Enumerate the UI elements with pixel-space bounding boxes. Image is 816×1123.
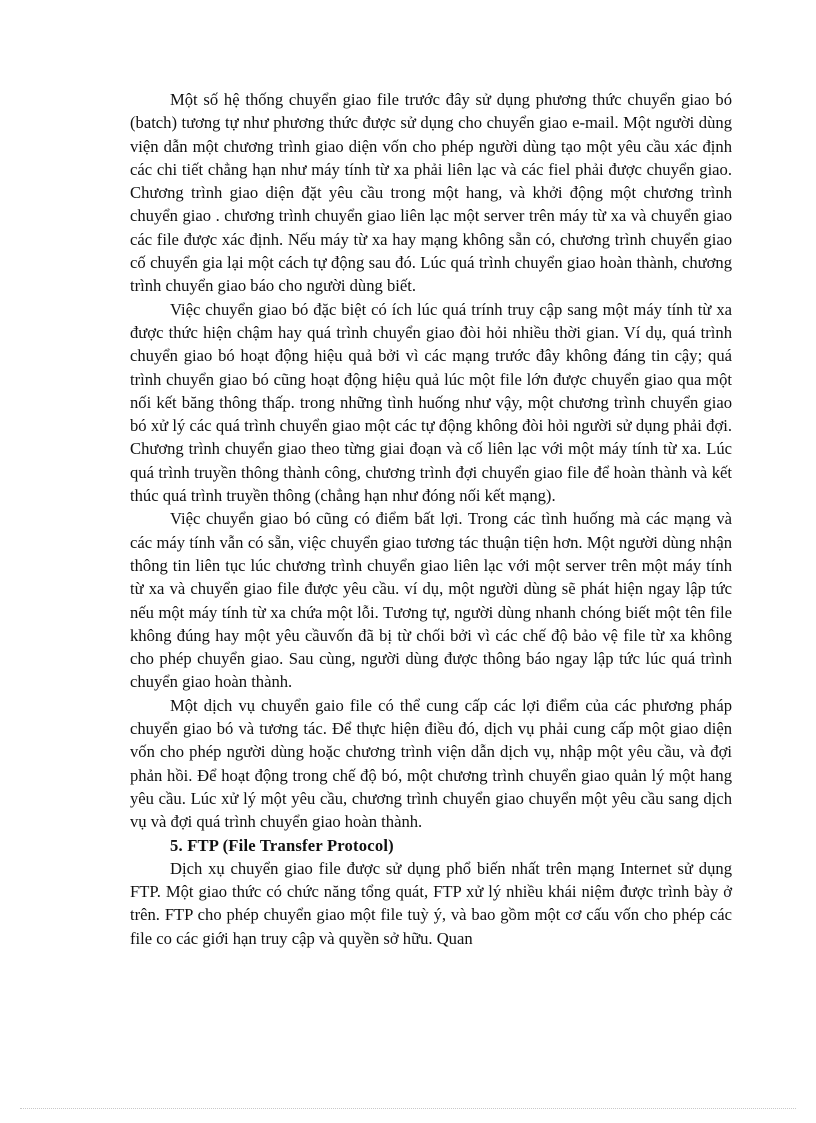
paragraph-batch-transfer-drawbacks: Việc chuyển giao bó cũng có điểm bất lợi. Trong các tình huống mà các mạng và các máy tính vẫn có sẵn, việc chuyển giao tương tác thuận tiện hơn. Một người dùng nhận thông tin liên tục lúc chương trình chuyển giao liên lạc với một server trên một máy tính từ xa và chuyển giao file được yêu cầu. ví dụ, một người dùng sẽ phát hiện ngay lập tức nếu một máy tính từ xa chứa một lỗi. Tương tự, người dùng nhanh chóng biết một tên file không đúng hay một yêu cầuvốn đã bị từ chối bởi vì các chế độ bảo vệ file từ xa không cho phép chuyển giao. Sau cùng, người dùng được thông báo ngay lập tức lúc quá trình chuyển giao hoàn thành. [130,509,732,692]
paragraph-combined-service: Một dịch vụ chuyển gaio file có thể cung cấp các lợi điểm của các phương pháp chuyển giao bó và tương tác. Để thực hiện điều đó, dịch vụ phải cung cấp một giao diện vốn cho phép người dùng hoặc chương trình viện dẫn dịch vụ, nhập một yêu cầu, và đợi phản hồi. Để hoạt động trong chế độ bó, một chương trình chuyển giao quản lý một hang yêu cầu. Lúc xử lý một yêu cầu, chương trình chuyển giao chuyển một yêu cầu sang dịch vụ và đợi quá trình chuyển giao hoàn thành. [130,695,732,832]
document-page [130,88,732,950]
paragraph-ftp-intro: Dịch xụ chuyển giao file được sử dụng phổ biến nhất trên mạng Internet sử dụng FTP. Một giao thức có chức năng tổng quát, FTP xử lý nhiều khái niệm được trình bày ở trên. FTP cho phép chuyển giao một file tuỳ ý, và bao gồm một cơ cấu vốn cho phép các file co các giới hạn truy cập và quyền sở hữu. Quan [130,858,732,948]
section-heading-ftp: 5. FTP (File Transfer Protocol) [170,835,394,855]
page-bottom-divider [20,1108,796,1109]
paragraph-batch-transfer-benefits: Việc chuyển giao bó đặc biệt có ích lúc quá trính truy cập sang một máy tính từ xa được thức hiện chậm hay quá trình chuyển giao đòi hỏi nhiều thời gian. Ví dụ, quá trình chuyển giao bó hoạt động hiệu quả bởi vì các mạng trước đây không đáng tin cậy; quá trình chuyển giao bó cũng hoạt động hiệu quả lúc một file lớn được chuyển giao qua một nối kết băng thông thấp. trong những tình huống như vậy, một chương trình chuyển giao bó xử lý các quá trình chuyển giao một các tự động không đòi hỏi người sử dụng phải đợi. Chương trình chuyển giao theo từng giai đoạn và cố liên lạc với một máy tính từ xa. Lúc quá trình truyền thông thành công, chương trình đợi chuyển giao file để hoàn thành và kết thúc quá trình truyền thông (chẳng hạn như đóng nối kết mạng). [130,299,732,506]
paragraph-batch-transfer-intro: Một số hệ thống chuyển giao file trước đây sử dụng phương thức chuyển giao bó (batch) tương tự như phương thức được sử dụng cho chuyển giao e-mail. Một người dùng viện dẫn một chương trình giao diện vốn cho phép người dùng tạo một yêu cầu xác định các chi tiết chẳng hạn như máy tính từ xa phải liên lạc và các fiel phải được chuyển giao. Chương trình giao diện đặt yêu cầu trong một hang, và khởi động một chương trình chuyển giao . chương trình chuyển giao liên lạc một server trên máy từ xa và chuyển giao các file được xác định. Nếu máy từ xa hay mạng không sẵn có, chương trình chuyển giao cố chuyển gia lại một cách tự động sau đó. Lúc quá trình chuyển giao hoàn thành, chương trình chuyển giao báo cho người dùng biết. [130,90,732,296]
